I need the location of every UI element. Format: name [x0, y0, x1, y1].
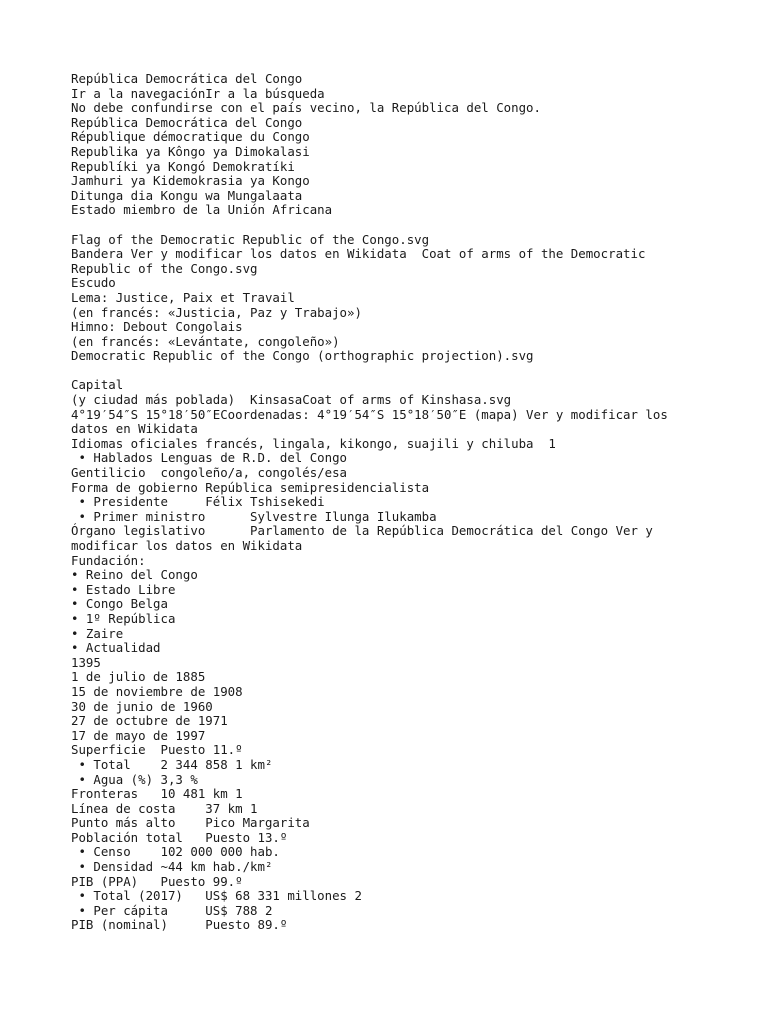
flag-image-caption: Flag of the Democratic Republic of the Congo.svg [71, 231, 430, 247]
gdp-ppp-rank: PIB (PPA) Puesto 99.º [71, 873, 243, 889]
area-water: • Agua (%) 3,3 % [71, 771, 198, 787]
map-image-caption: Democratic Republic of the Congo (orthographic projection).svg [71, 348, 534, 364]
population-rank: Población total Puesto 13.º [71, 829, 288, 845]
capital-label: Capital [71, 377, 124, 393]
skip-navigation-links[interactable]: Ir a la navegaciónIr a la búsqueda [71, 85, 325, 101]
coastline: Línea de costa 37 km 1 [71, 800, 258, 816]
gdp-nominal-rank: PIB (nominal) Puesto 89.º [71, 917, 288, 933]
anthem-translation: (en francés: «Levántate, congoleño») [71, 333, 340, 349]
document-page [71, 72, 691, 933]
blank-line [71, 218, 691, 233]
population-census: • Censo 102 000 000 hab. [71, 844, 280, 860]
gdp-ppp-per-capita: • Per cápita US$ 788 2 [71, 902, 273, 918]
coat-of-arms-caption: Republic of the Congo.svg [71, 260, 258, 276]
list-item: • Actualidad [71, 640, 161, 656]
official-languages: Idiomas oficiales francés, lingala, kikongo, suajili y chiluba 1 [71, 435, 556, 451]
anthem-line: Himno: Debout Congolais [71, 319, 243, 335]
spoken-languages: • Hablados Lenguas de R.D. del Congo [71, 450, 348, 466]
president: • Presidente Félix Tshisekedi [71, 494, 325, 510]
motto-line: Lema: Justice, Paix et Travail [71, 289, 295, 305]
demonym: Gentilicio congoleño/a, congolés/esa [71, 465, 348, 481]
foundation-date: 30 de junio de 1960 [71, 698, 213, 714]
foundation-date: 1395 [71, 654, 101, 670]
official-name-kikongo: Republika ya Kôngo ya Dimokalasi [71, 143, 310, 159]
foundation-date: 27 de octubre de 1971 [71, 713, 228, 729]
coordinates-line-cont[interactable]: datos en Wikidata [71, 421, 198, 437]
government-form: Forma de gobierno República semipresidencialista [71, 479, 430, 495]
official-name-tshiluba: Ditunga dia Kongu wa Mungalaata [71, 187, 303, 203]
motto-translation: (en francés: «Justicia, Paz y Trabajo») [71, 304, 362, 320]
official-name-spanish: República Democrática del Congo [71, 114, 303, 130]
area-rank: Superficie Puesto 11.º [71, 742, 243, 758]
official-name-french: République démocratique du Congo [71, 129, 310, 145]
list-item: • 1º República [71, 610, 176, 626]
list-item: • Congo Belga [71, 596, 168, 612]
page-title: República Democrática del Congo [71, 71, 303, 86]
population-density: • Densidad ~44 km hab./km² [71, 859, 273, 875]
prime-minister: • Primer ministro Sylvestre Ilunga Ilukamba [71, 508, 437, 524]
official-name-lingala: Republíki ya Kongó Demokratíki [71, 158, 295, 174]
list-item: • Estado Libre [71, 581, 176, 597]
capital-value: (y ciudad más poblada) KinsasaCoat of arms of Kinshasa.svg [71, 392, 512, 408]
legislature: Órgano legislativo Parlamento de la República Democrática del Congo Ver y [71, 523, 653, 539]
blank-line [71, 364, 691, 379]
foundation-date: 1 de julio de 1885 [71, 669, 206, 685]
area-total: • Total 2 344 858 1 km² [71, 756, 273, 772]
foundation-date: 17 de mayo de 1997 [71, 727, 206, 743]
highest-point: Punto más alto Pico Margarita [71, 815, 310, 831]
flag-label-line: Bandera Ver y modificar los datos en Wikidata Coat of arms of the Democratic [71, 246, 646, 262]
foundation-date: 15 de noviembre de 1908 [71, 683, 243, 699]
list-item: • Reino del Congo [71, 567, 198, 583]
list-item: • Zaire [71, 625, 124, 641]
foundation-label: Fundación: [71, 552, 146, 568]
au-member-note: Estado miembro de la Unión Africana [71, 202, 333, 218]
legislature-cont[interactable]: modificar los datos en Wikidata [71, 538, 303, 553]
gdp-ppp-total: • Total (2017) US$ 68 331 millones 2 [71, 888, 362, 904]
borders: Fronteras 10 481 km 1 [71, 786, 243, 802]
coordinates-line[interactable]: 4°19′54″S 15°18′50″ECoordenadas: 4°19′54″S 15°18′50″E (mapa) Ver y modificar los [71, 406, 668, 422]
official-name-swahili: Jamhuri ya Kidemokrasia ya Kongo [71, 173, 310, 189]
disambiguation-note: No debe confundirse con el país vecino, la República del Congo. [71, 100, 541, 116]
escudo-label: Escudo [71, 275, 116, 291]
